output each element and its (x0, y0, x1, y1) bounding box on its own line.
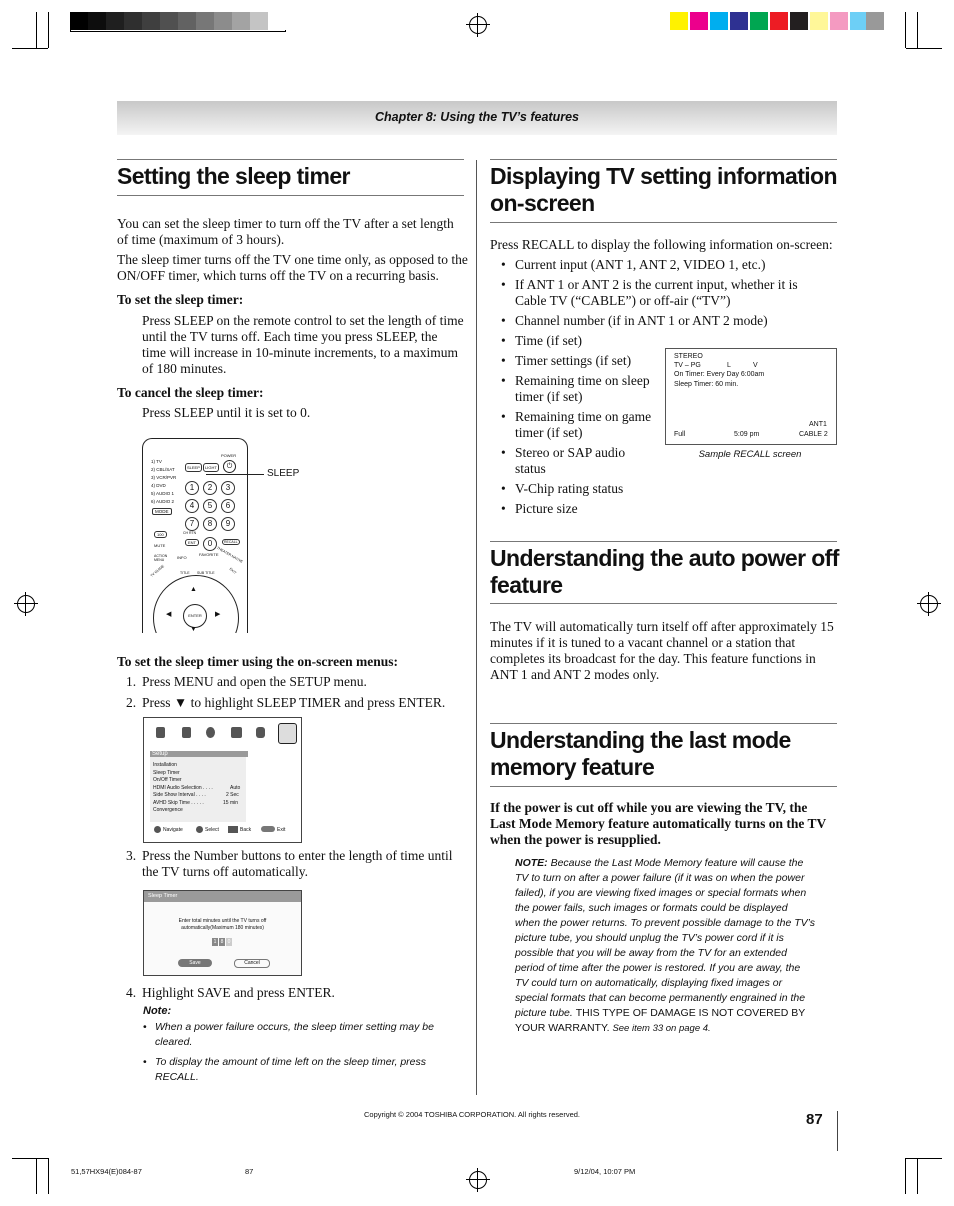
swatch-color-4 (730, 12, 748, 30)
remote-100-button: 100 (154, 531, 167, 538)
recall-bullet-7: • Remaining time on game timer (if set) (490, 409, 665, 441)
recall-bullet-6: • Remaining time on sleep timer (if set) (490, 373, 655, 405)
menu-icon-5 (256, 727, 265, 738)
menu-footer-select-icon (196, 826, 203, 833)
step-4-number: 4. (126, 985, 137, 1000)
recall-bullet-10: • Picture size (490, 501, 808, 517)
note-item-1 (143, 1020, 443, 1050)
title3-rule-bottom (490, 786, 837, 787)
subhead-cancel-sleep-timer: To cancel the sleep timer: (117, 385, 264, 400)
menu-value-slide-show: 2 Sec (226, 792, 239, 798)
sleep-dialog-title: Sleep Timer (144, 891, 301, 902)
menu-item-slide-show: Side Show Interval . . . . (153, 792, 206, 798)
swatch-gray-9 (214, 12, 232, 30)
recall-sleep-timer: Sleep Timer: 60 min. (674, 381, 739, 388)
swatch-gray-8 (196, 12, 214, 30)
step-3 (126, 848, 466, 880)
swatch-color-11 (866, 12, 884, 30)
step-2-number: 2. (126, 695, 137, 710)
set-sleep-timer-text: Press SLEEP on the remote control to set the length of time until the TV turns off. Each time you press SLEEP, the time will increase in 10-minute increments, to a maximum of 180 minutes. (142, 313, 464, 376)
remote-arrow-left-icon: ◀ (166, 610, 172, 618)
remote-mute-button: MUTE (154, 543, 166, 548)
chapter-header (117, 101, 837, 135)
remote-subtitle-label: SUB TITLE (197, 571, 215, 575)
crop-mark-tl-v (48, 12, 49, 48)
recall-ant: ANT1 (809, 421, 827, 428)
section-title-recall-l1: Displaying TV setting information (490, 163, 837, 189)
menu-footer-back-icon (228, 826, 238, 833)
slug-file: 51,57HX94(E)084-87 (71, 1167, 142, 1176)
auto-off-paragraph: The TV will automatically turn itself off after approximately 15 minutes if it is tuned to a vacant channel or a station that completes its broadcast for the day. This feature functions in ANT 1 and ANT 2 modes only. (490, 619, 834, 682)
remote-enter-button: ENTER (183, 604, 207, 628)
sleep-dialog-line-2: automatically(Maximum 180 minutes) (181, 925, 264, 931)
power-button-icon: ⏻ (223, 460, 236, 473)
swatch-gray-1 (70, 12, 88, 30)
menu-item-avhd-skip: AVHD Skip Time . . . . . (153, 800, 204, 806)
remote-key-8: 8 (203, 517, 217, 531)
menu-icon-setup-selected (278, 723, 297, 744)
title-rule-bottom (117, 195, 464, 196)
crop-mark-bl-v (48, 1158, 49, 1194)
remote-mode-audio1: 5) AUDIO 1 (151, 491, 175, 496)
page-number-rule (837, 1111, 838, 1151)
recall-rating: TV – PG (674, 362, 701, 369)
crop-mark-br-v (905, 1158, 906, 1194)
menu-footer-navigate: Navigate (163, 827, 183, 833)
recall-bullet-1: • Current input (ANT 1, ANT 2, VIDEO 1, etc.) (490, 257, 808, 273)
remote-theater-label: THEATER NATIVE (216, 545, 244, 564)
remote-action-menu-button: ACTION MENU (154, 554, 168, 562)
crop-mark-tr-h (906, 48, 942, 49)
swatch-color-3 (710, 12, 728, 30)
sleep-dialog-line-1: Enter total minutes until the TV turns off (178, 918, 267, 924)
swatch-gray-6 (160, 12, 178, 30)
swatch-gray-12 (268, 12, 286, 30)
remote-key-3: 3 (221, 481, 235, 495)
crop-mark-bl2 (36, 1158, 37, 1194)
menu-icon-4 (231, 727, 242, 738)
sleep-dialog-cancel-button: Cancel (234, 959, 270, 968)
remote-exit-label: EXIT (228, 566, 238, 576)
remote-mode-cblsat: 2) CBL/SAT (151, 467, 175, 472)
remote-key-6: 6 (221, 499, 235, 513)
note-text-2: To display the amount of time left on the sleep timer, press RECALL. (155, 1056, 427, 1083)
step-4 (126, 985, 466, 1001)
remote-key-2: 2 (203, 481, 217, 495)
recall-picture-size: Full (674, 431, 686, 438)
menu-setup-title: Setup (150, 751, 248, 757)
section-title-recall-l2: on-screen (490, 190, 595, 216)
remote-arrow-up-icon: ▲ (190, 585, 197, 593)
remote-control-illustration (142, 438, 248, 633)
step-2 (126, 695, 466, 711)
crop-mark-br-h (906, 1158, 942, 1159)
remote-key-4: 4 (185, 499, 199, 513)
remote-title-label: TITLE (180, 571, 190, 575)
chapter-title: Chapter 8: Using the TV’s features (375, 110, 579, 124)
swatch-gray-7 (178, 12, 196, 30)
recall-bullet-3: • Channel number (if in ANT 1 or ANT 2 mode) (490, 313, 808, 329)
crop-mark-tr2 (917, 12, 918, 48)
intro-paragraph-2: The sleep timer turns off the TV one time only, as opposed to the ON/OFF timer, which turns off the TV on a recurring basis. (117, 252, 468, 283)
remote-light-button: LIGHT (205, 465, 217, 470)
recall-caption: Sample RECALL screen (698, 449, 802, 460)
registration-mark-bottom (469, 1171, 487, 1189)
title2-rule-bottom (490, 603, 837, 604)
crop-mark-tl-h (12, 48, 48, 49)
step-4-text: Highlight SAVE and press ENTER. (142, 985, 335, 1000)
note-bullet-2: • (143, 1056, 147, 1068)
menu-icon-3 (206, 727, 215, 738)
menu-item-onoff-timer: On/Off Timer (153, 777, 182, 783)
remote-mode-audio2: 6) AUDIO 2 (151, 499, 175, 504)
step-1-text: Press MENU and open the SETUP menu. (142, 674, 367, 689)
registration-mark-right (920, 595, 938, 613)
recall-intro: Press RECALL to display the following information on-screen: (490, 237, 833, 252)
step-3-number: 3. (126, 848, 137, 863)
remote-key-9: 9 (221, 517, 235, 531)
swatch-color-6 (770, 12, 788, 30)
swatch-color-2 (690, 12, 708, 30)
title1-rule-top (490, 159, 837, 160)
recall-bullet-5: • Timer settings (if set) (490, 353, 808, 369)
last-mode-note-warranty: THIS TYPE OF DAMAGE IS NOT COVERED BY YOUR WARRANTY. (515, 1007, 806, 1034)
last-mode-note-label: NOTE: (515, 857, 548, 869)
title2-rule-top (490, 541, 837, 542)
subhead-set-sleep-timer: To set the sleep timer: (117, 292, 244, 307)
last-mode-note (515, 856, 815, 1036)
recall-stereo: STEREO (674, 353, 703, 360)
registration-mark-left (17, 595, 35, 613)
swatch-color-5 (750, 12, 768, 30)
last-mode-note-see-item: See item 33 on page 4. (612, 1023, 711, 1034)
remote-chrtn-label: CH RTN (183, 531, 197, 535)
note-text-1: When a power failure occurs, the sleep timer setting may be cleared. (155, 1021, 434, 1048)
recall-bullet-9: • V-Chip rating status (490, 481, 808, 497)
recall-bullet-4: • Time (if set) (490, 333, 808, 349)
setup-menu-screen (143, 717, 302, 843)
last-mode-note-text: Because the Last Mode Memory feature will cause the TV to turn on after a power failure (if it was on when the power failed), if you are viewing fixed images or special formats when the power fails, such images or formats could be displayed when the power returns. To prevent possible damage to the TV’s picture tube, you should unplug the TV’s power cord if it is possible that you will be away from the TV for an extended period of time after the power is restored. If you are away, the TV could turn on automatically, displaying fixed images or special formats that can become permanently engrained in the picture tube. (515, 857, 816, 1019)
menu-item-hdmi-audio: HDMI Audio Selection . . . . (153, 785, 213, 791)
swatch-color-7 (790, 12, 808, 30)
swatch-gray-3 (106, 12, 124, 30)
recall-bullet-2: • If ANT 1 or ANT 2 is the current input, whether it is Cable TV (“CABLE”) or off-air (“TV”) (490, 277, 808, 309)
crop-mark-tr-v (905, 12, 906, 48)
section-title-last-mode-l1: Understanding the last mode (490, 727, 791, 753)
crop-mark-tl2 (36, 12, 37, 48)
remote-mode-vcrpvr: 3) VCR/PVR (151, 475, 177, 480)
title3-rule-top (490, 723, 837, 724)
menu-footer-back: Back (240, 827, 252, 833)
copyright-notice: Copyright © 2004 TOSHIBA CORPORATION. All rights reserved. (364, 1110, 581, 1119)
menu-item-convergence: Convergence (153, 807, 183, 813)
remote-key-5: 5 (203, 499, 217, 513)
title-rule-top (117, 159, 464, 160)
swatch-color-9 (830, 12, 848, 30)
note-item-2 (143, 1055, 443, 1085)
menu-value-avhd-skip: 15 min (223, 800, 239, 806)
remote-tvguide-label: TV GUIDE (149, 564, 165, 578)
sleep-dialog-digit-1: 1 (213, 939, 217, 945)
menu-footer-navigate-icon (154, 826, 161, 833)
subhead-onscreen-menus: To set the sleep timer using the on-screen menus: (117, 654, 398, 669)
recall-screen-sample (665, 348, 837, 445)
recall-l-indicator: L (727, 362, 731, 369)
menu-footer-select: Select (205, 827, 219, 833)
sleep-dialog-save-button: Save (178, 959, 212, 967)
section-title-auto-off-l1: Understanding the auto power off (490, 545, 839, 571)
title1-rule-bottom (490, 222, 837, 223)
swatch-color-8 (810, 12, 828, 30)
menu-footer-exit: Exit (277, 827, 286, 833)
remote-arrow-down-icon: ▼ (190, 625, 197, 633)
sleep-dialog-digit-2: 8 (220, 939, 224, 945)
menu-icon-1 (156, 727, 165, 738)
remote-mode-dvd: 4) DVD (151, 483, 166, 488)
page-number: 87 (806, 1111, 823, 1128)
last-mode-paragraph: If the power is cut off while you are viewing the TV, the Last Mode Memory feature automatically turns on the TV when the power is resupplied. (490, 800, 826, 847)
step-1 (126, 674, 466, 690)
step-2-text: Press ▼ to highlight SLEEP TIMER and press ENTER. (142, 695, 446, 710)
remote-info-label: INFO (177, 555, 187, 560)
remote-key-7: 7 (185, 517, 199, 531)
sleep-callout-line (206, 474, 264, 475)
slug-date: 9/12/04, 10:07 PM (574, 1167, 636, 1176)
remote-mode-tv: 1) TV (151, 459, 162, 464)
swatch-color-1 (670, 12, 688, 30)
sleep-timer-dialog (143, 890, 302, 976)
remote-key-0: 0 (203, 537, 217, 551)
slug-page: 87 (245, 1167, 254, 1176)
swatch-gray-11 (250, 12, 268, 30)
remote-mode-button: MODE (152, 508, 172, 515)
recall-channel: CABLE 2 (799, 431, 828, 438)
step-3-text: Press the Number buttons to enter the length of time until the TV turns off automatically. (142, 848, 453, 879)
note-label: Note: (143, 1005, 172, 1017)
swatch-gray-10 (232, 12, 250, 30)
intro-paragraph-1: You can set the sleep timer to turn off the TV after a set length of time (maximum of 3 hours). (117, 216, 454, 247)
cancel-sleep-timer-text: Press SLEEP until it is set to 0. (142, 405, 311, 420)
recall-v-indicator: V (753, 362, 758, 369)
remote-key-1: 1 (185, 481, 199, 495)
menu-value-hdmi-audio: Auto (230, 785, 241, 791)
section-title-auto-off-l2: feature (490, 572, 563, 598)
recall-on-timer: On Timer: Every Day 6:00am (674, 371, 765, 378)
menu-item-sleep-timer: Sleep Timer (153, 770, 180, 776)
recall-time: 5:09 pm (734, 431, 760, 438)
remote-sleep-button: SLEEP (187, 465, 200, 470)
recall-bullet-8: • Stereo or SAP audio status (490, 445, 645, 477)
step-1-number: 1. (126, 674, 137, 689)
swatch-gray-4 (124, 12, 142, 30)
swatch-gray-5 (142, 12, 160, 30)
section-title-last-mode-l2: memory feature (490, 754, 655, 780)
note-bullet-1: • (143, 1021, 147, 1033)
menu-footer-exit-icon (261, 826, 275, 832)
remote-power-label: POWER (221, 453, 237, 458)
page-title-sleep-timer: Setting the sleep timer (117, 163, 350, 189)
column-divider (476, 160, 477, 1095)
remote-ent-button: ENT (185, 539, 199, 546)
menu-item-installation: Installation (153, 762, 177, 768)
sleep-dialog-digit-3: 0 (227, 939, 231, 945)
sleep-callout-label: SLEEP (267, 468, 300, 479)
crop-mark-bl-h (12, 1158, 48, 1159)
registration-mark-top (469, 16, 487, 34)
remote-recall-button: RECALL (224, 540, 238, 544)
menu-icon-2 (182, 727, 191, 738)
remote-arrow-right-icon: ▶ (215, 610, 221, 618)
remote-favorite-label: FAVORITE (199, 552, 219, 557)
crop-mark-br2 (917, 1158, 918, 1194)
swatch-gray-2 (88, 12, 106, 30)
